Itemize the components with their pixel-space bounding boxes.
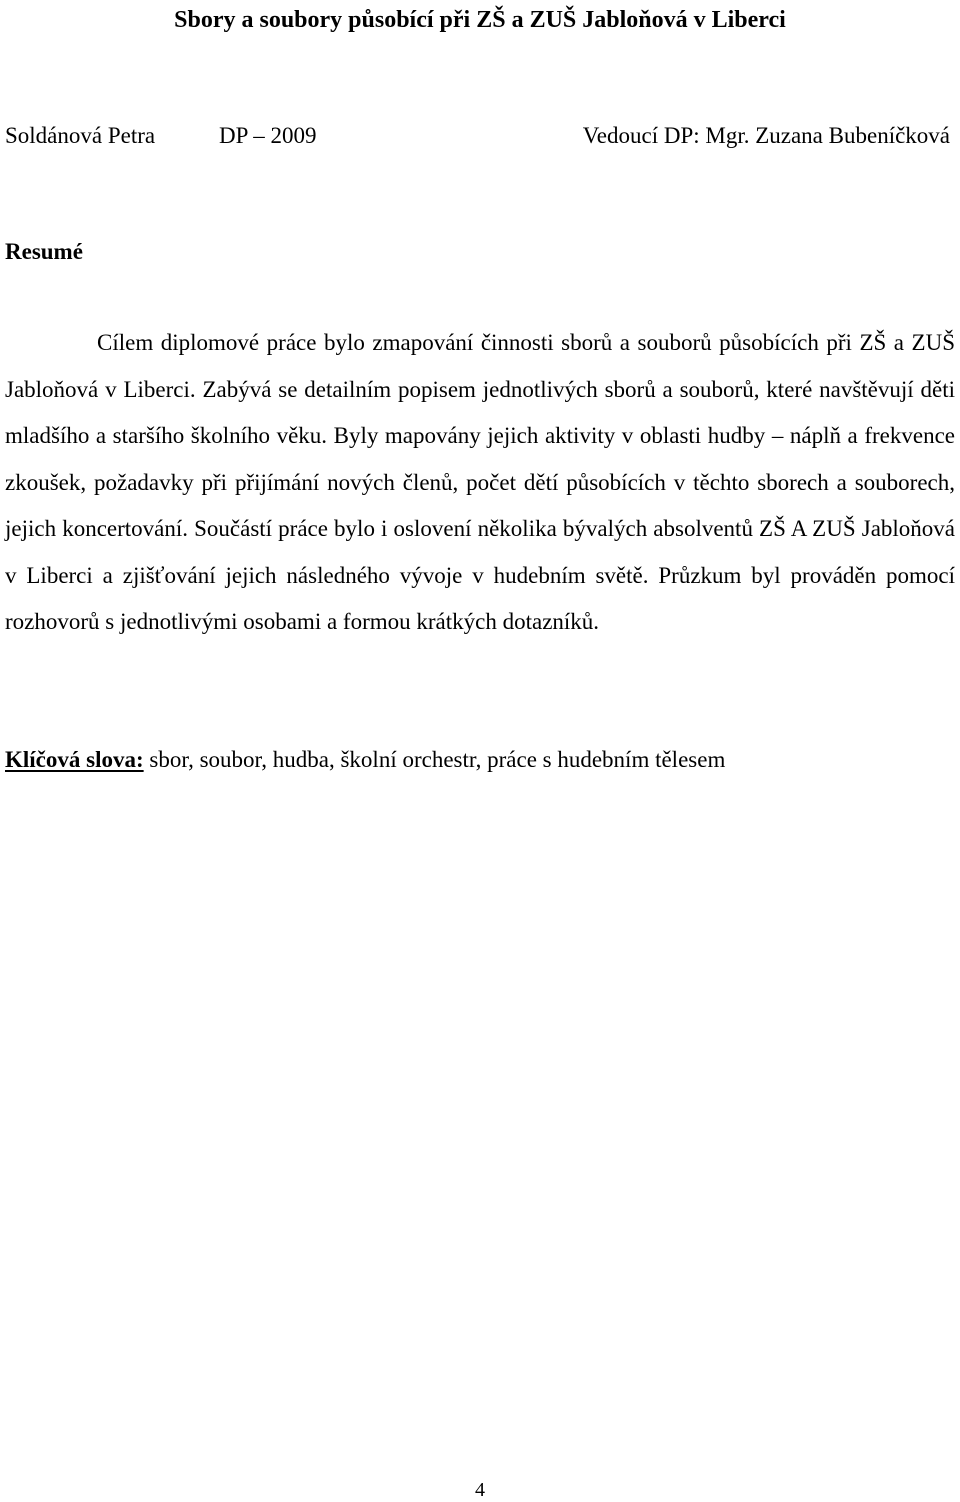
- supervisor-name: Vedoucí DP: Mgr. Zuzana Bubeníčková: [582, 123, 950, 148]
- keywords-line: [5, 744, 955, 776]
- section-heading-resume: Resumé: [5, 239, 83, 264]
- author-name: Soldánová Petra: [5, 123, 156, 148]
- keywords-text: sbor, soubor, hudba, školní orchestr, práce s hudebním tělesem: [143, 747, 726, 772]
- abstract-paragraph: Cílem diplomové práce bylo zmapování činnosti sborů a souborů působících při ZŠ a ZUŠ Jabloňová v Liberci. Zabývá se detailním popisem jednotlivých sborů a souborů, které navštěvují děti mladšího a staršího školního věku. Byly mapovány jejich aktivity v oblasti hudby – náplň a frekvence zkoušek, požadavky při přijímání nových členů, počet dětí působících v těchto sborech a souborech, jejich koncertování. Součástí práce bylo i oslovení několika bývalých absolventů ZŠ A ZUŠ Jabloňová v Liberci a zjišťování jejich následného vývoje v hudebním světě. Průzkum byl prováděn pomocí rozhovorů s jednotlivými osobami a formou krátkých dotazníků.: [5, 330, 955, 634]
- keywords-label: Klíčová slova:: [5, 747, 144, 772]
- document-title: Sbory a soubory působící při ZŠ a ZUŠ Jabloňová v Liberci: [174, 7, 786, 33]
- page-number: 4: [475, 1479, 485, 1501]
- thesis-type-year: DP – 2009: [219, 123, 317, 148]
